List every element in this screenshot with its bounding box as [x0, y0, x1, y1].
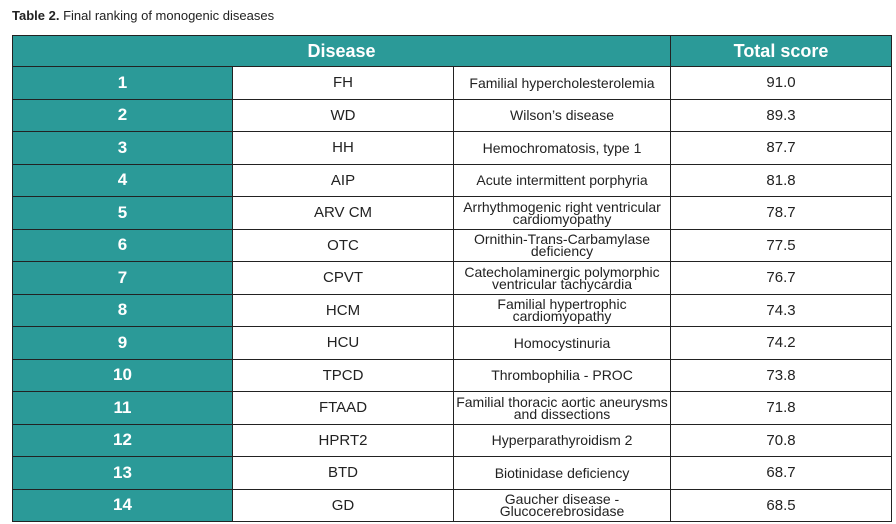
disease-name-cell: Biotinidase deficiency	[454, 457, 671, 490]
rank-cell: 8	[13, 294, 233, 327]
disease-name-cell: Wilson’s disease	[454, 99, 671, 132]
abbreviation-cell: FH	[233, 67, 454, 100]
rank-cell: 7	[13, 262, 233, 295]
rank-cell: 9	[13, 327, 233, 360]
abbreviation-cell: AIP	[233, 164, 454, 197]
table-row	[13, 197, 892, 230]
score-cell: 70.8	[671, 424, 892, 457]
table-row	[13, 164, 892, 197]
score-cell: 89.3	[671, 99, 892, 132]
abbreviation-cell: CPVT	[233, 262, 454, 295]
table-row	[13, 132, 892, 165]
rank-cell: 14	[13, 489, 233, 522]
rank-cell: 11	[13, 392, 233, 425]
rank-cell: 13	[13, 457, 233, 490]
disease-name-cell: Thrombophilia - PROC	[454, 359, 671, 392]
score-cell: 91.0	[671, 67, 892, 100]
abbreviation-cell: HPRT2	[233, 424, 454, 457]
table-row	[13, 229, 892, 262]
header-disease: Disease	[13, 36, 671, 67]
score-cell: 73.8	[671, 359, 892, 392]
disease-name-cell: Ornithin-Trans-Carbamylase deficiency	[454, 229, 671, 262]
rank-cell: 4	[13, 164, 233, 197]
rank-cell: 2	[13, 99, 233, 132]
abbreviation-cell: TPCD	[233, 359, 454, 392]
score-cell: 77.5	[671, 229, 892, 262]
ranking-table	[12, 35, 892, 522]
abbreviation-cell: GD	[233, 489, 454, 522]
rank-cell: 5	[13, 197, 233, 230]
disease-name-cell: Homocystinuria	[454, 327, 671, 360]
score-cell: 68.7	[671, 457, 892, 490]
abbreviation-cell: HCU	[233, 327, 454, 360]
abbreviation-cell: ARV CM	[233, 197, 454, 230]
caption-label: Table 2.	[12, 8, 60, 23]
score-cell: 81.8	[671, 164, 892, 197]
rank-cell: 1	[13, 67, 233, 100]
disease-name-cell: Hemochromatosis, type 1	[454, 132, 671, 165]
header-total-score: Total score	[671, 36, 892, 67]
disease-name-cell: Familial thoracic aortic aneurysms and dissections	[454, 392, 671, 425]
abbreviation-cell: WD	[233, 99, 454, 132]
table-caption	[12, 8, 274, 23]
score-cell: 68.5	[671, 489, 892, 522]
disease-name-cell: Acute intermittent porphyria	[454, 164, 671, 197]
table-row	[13, 457, 892, 490]
score-cell: 71.8	[671, 392, 892, 425]
disease-name-cell: Familial hypertrophic cardiomyopathy	[454, 294, 671, 327]
table-row	[13, 489, 892, 522]
table-row	[13, 99, 892, 132]
score-cell: 74.3	[671, 294, 892, 327]
score-cell: 87.7	[671, 132, 892, 165]
abbreviation-cell: HH	[233, 132, 454, 165]
abbreviation-cell: OTC	[233, 229, 454, 262]
score-cell: 76.7	[671, 262, 892, 295]
disease-name-cell: Hyperparathyroidism 2	[454, 424, 671, 457]
rank-cell: 10	[13, 359, 233, 392]
abbreviation-cell: HCM	[233, 294, 454, 327]
rank-cell: 3	[13, 132, 233, 165]
table-row	[13, 424, 892, 457]
table-row	[13, 294, 892, 327]
rank-cell: 6	[13, 229, 233, 262]
table-row	[13, 67, 892, 100]
rank-cell: 12	[13, 424, 233, 457]
table-header-row	[13, 36, 892, 67]
table-row	[13, 327, 892, 360]
disease-name-cell: Arrhythmogenic right ventricular cardiomyopathy	[454, 197, 671, 230]
abbreviation-cell: BTD	[233, 457, 454, 490]
disease-name-cell: Familial hypercholesterolemia	[454, 67, 671, 100]
caption-text: Final ranking of monogenic diseases	[59, 8, 275, 23]
score-cell: 74.2	[671, 327, 892, 360]
table-row	[13, 262, 892, 295]
score-cell: 78.7	[671, 197, 892, 230]
table-row	[13, 359, 892, 392]
disease-name-cell: Catecholaminergic polymorphic ventricular tachycardia	[454, 262, 671, 295]
table-row	[13, 392, 892, 425]
disease-name-cell: Gaucher disease - Glucocerebrosidase	[454, 489, 671, 522]
abbreviation-cell: FTAAD	[233, 392, 454, 425]
